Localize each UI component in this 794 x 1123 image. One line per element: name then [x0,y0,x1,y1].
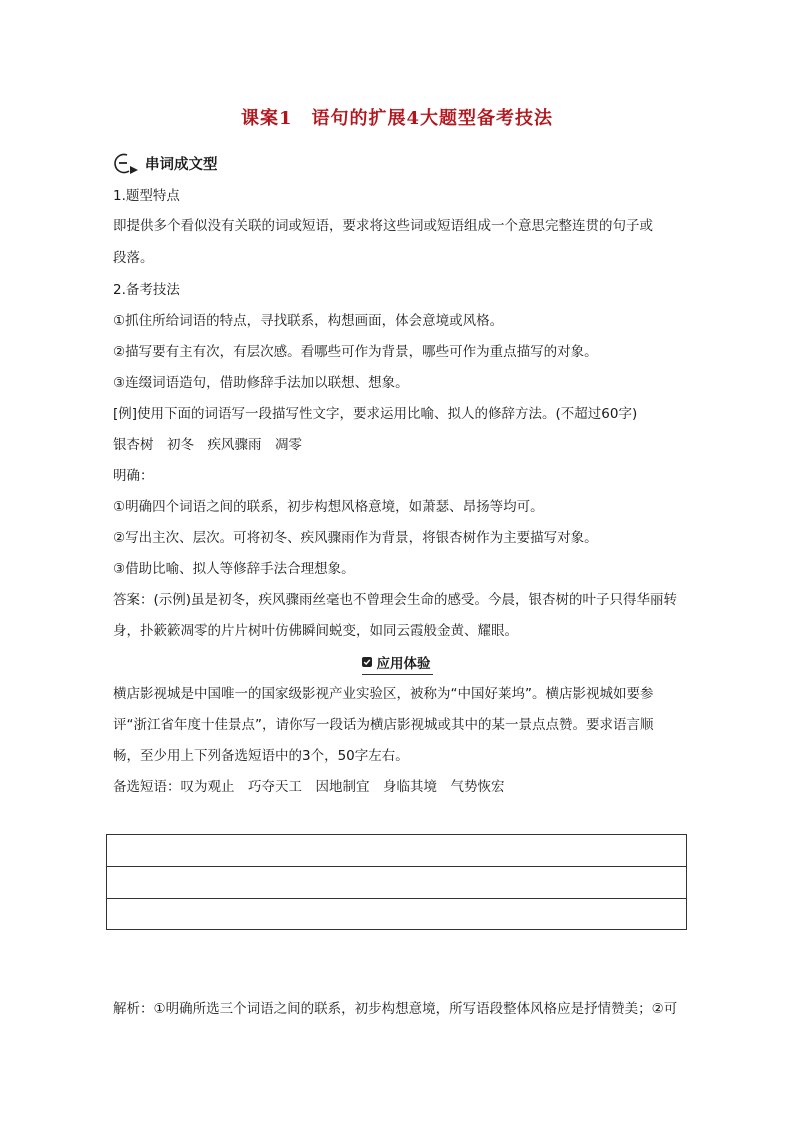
method-item: ③连缀词语造句，借助修辞手法加以联想、想象。 [113,375,409,391]
clarify-item: ③借助比喻、拟人等修辞手法合理想象。 [113,561,355,577]
question-text: 横店影视城是中国唯一的国家级影视产业实验区，被称为“中国好莱坞”。横店影视城如要参 [113,686,654,702]
method-item: ②描写要有主有次，有层次感。看哪些可作为背景，哪些可作为重点描写的对象。 [113,344,598,360]
application-label: 应用体验 [376,656,431,672]
option-phrases: 备选短语：叹为观止 巧夺天工 因地制宜 身临其境 气势恢宏 [113,779,505,795]
page-title: 课案1 语句的扩展4大题型备考技法 [240,108,554,129]
answer-text: 身，扑簌簌凋零的片片树叶仿佛瞬间蜕变，如同云霞般金黄、耀眼。 [113,623,518,639]
application-heading [0,652,794,675]
answer-line[interactable] [107,867,686,899]
method-item: ①抓住所给词语的特点，寻找联系，构想画面，体会意境或风格。 [113,313,504,329]
section-label: 串词成文型 [145,156,218,173]
checkbox-icon [362,657,372,667]
question-text: 畅，至少用上下列备选短语中的3个，50字左右。 [113,748,409,764]
analysis-text: 解析：①明确所选三个词语之间的联系，初步构想意境，所写语段整体风格应是抒情赞美；②可 [113,1001,678,1017]
paragraph: 即提供多个看似没有关联的词或短语，要求将这些词或短语组成一个意思完整连贯的句子或 [113,218,653,234]
example-prompt: [例]使用下面的词语写一段描写性文字，要求运用比喻、拟人的修辞方法。(不超过60字) [113,406,638,422]
circle-number-one-icon [113,151,141,175]
clarify-label: 明确： [113,468,154,484]
answer-area[interactable] [106,834,687,930]
clarify-item: ②写出主次、层次。可将初冬、疾风骤雨作为背景，将银杏树作为主要描写对象。 [113,530,598,546]
question-text: 评“浙江省年度十佳景点”，请你写一段话为横店影视城或其中的某一景点点赞。要求语言顺 [113,717,654,733]
clarify-item: ①明确四个词语之间的联系，初步构想风格意境，如萧瑟、昂扬等均可。 [113,499,544,515]
example-words: 银杏树 初冬 疾风骤雨 凋零 [113,437,302,453]
answer-line[interactable] [107,899,686,931]
section-heading [113,150,218,176]
subheading-features: 1.题型特点 [113,188,180,204]
answer-text: 答案：(示例)虽是初冬，疾风骤雨丝毫也不曾理会生命的感受。今晨，银杏树的叶子只得华丽转 [113,592,678,608]
subheading-methods: 2.备考技法 [113,282,180,298]
answer-line[interactable] [107,835,686,867]
paragraph: 段落。 [113,250,154,266]
